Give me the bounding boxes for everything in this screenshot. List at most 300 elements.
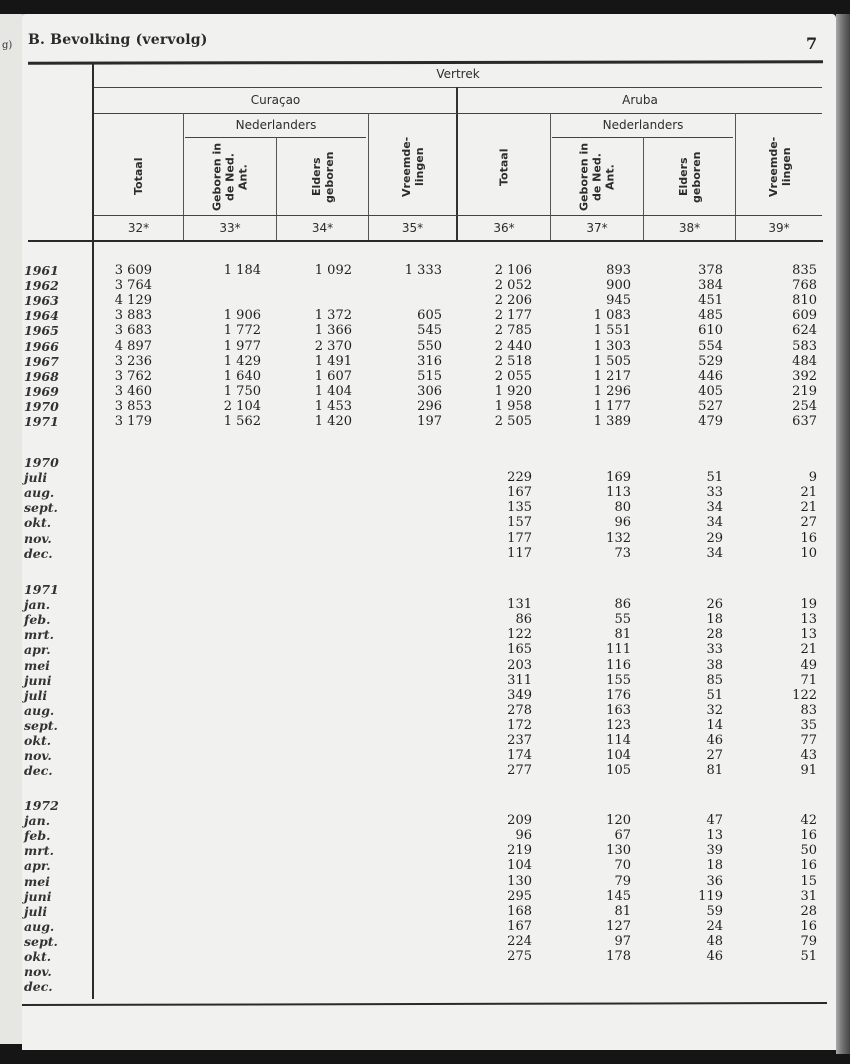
table-row bbox=[0, 546, 836, 561]
table-cell: 19 bbox=[800, 597, 817, 613]
row-label: dec. bbox=[24, 545, 53, 561]
table-cell: 167 bbox=[507, 918, 532, 934]
table-cell: 16 bbox=[800, 918, 817, 934]
table-row bbox=[0, 500, 836, 515]
table-cell: 27 bbox=[706, 748, 723, 764]
table-row bbox=[0, 627, 836, 642]
table-cell: 48 bbox=[706, 933, 723, 949]
table-cell: 1 977 bbox=[223, 338, 261, 354]
table-cell: 197 bbox=[417, 414, 442, 429]
table-cell: 4 897 bbox=[114, 338, 152, 354]
table-cell: 1 551 bbox=[593, 323, 631, 339]
section-title: B. Bevolking (vervolg) bbox=[28, 32, 208, 48]
row-label: juni bbox=[24, 888, 52, 904]
table-cell: 1 217 bbox=[593, 368, 631, 384]
table-cell: 21 bbox=[800, 500, 817, 516]
table-cell: 1 404 bbox=[314, 383, 352, 399]
col-header-curacao-vreemdelingen: Vreemde-lingen bbox=[400, 136, 426, 198]
table-cell: 637 bbox=[792, 414, 817, 429]
table-cell: 224 bbox=[507, 933, 532, 949]
row-label: mrt. bbox=[24, 627, 54, 643]
table-cell: 2 106 bbox=[494, 263, 532, 278]
table-cell: 34 bbox=[706, 500, 723, 516]
table-row bbox=[0, 858, 836, 873]
col-number: 33* bbox=[219, 221, 241, 235]
table-cell: 2 785 bbox=[494, 323, 532, 339]
col-header-aruba-geboren: Geboren in de Ned. Ant. bbox=[577, 142, 617, 212]
col-number: 37* bbox=[586, 221, 608, 235]
table-cell: 119 bbox=[698, 888, 723, 904]
col-header-curacao-elders: Elders geboren bbox=[310, 151, 336, 203]
table-row bbox=[0, 979, 836, 994]
table-cell: 3 179 bbox=[114, 414, 152, 429]
table-cell: 123 bbox=[606, 717, 631, 733]
table-cell: 81 bbox=[614, 903, 631, 919]
row-label: dec. bbox=[24, 763, 53, 779]
table-cell: 900 bbox=[606, 278, 631, 294]
table-cell: 479 bbox=[698, 414, 723, 429]
table-cell: 86 bbox=[515, 612, 532, 628]
header-subgroup-nederlanders-aruba: Nederlanders bbox=[602, 118, 684, 132]
table-row bbox=[0, 470, 836, 485]
row-label: nov. bbox=[24, 964, 52, 980]
row-label: 1967 bbox=[24, 353, 59, 369]
table-cell: 1 184 bbox=[223, 263, 261, 278]
header-line bbox=[94, 215, 822, 216]
table-cell: 1 389 bbox=[593, 414, 631, 429]
row-label: 1965 bbox=[24, 323, 59, 339]
header-subgroup-nederlanders-curacao: Nederlanders bbox=[235, 118, 317, 132]
row-label: dec. bbox=[24, 979, 53, 995]
table-cell: 104 bbox=[606, 748, 631, 764]
table-cell: 43 bbox=[800, 748, 817, 764]
table-cell: 545 bbox=[417, 323, 442, 339]
group-heading-row bbox=[0, 798, 836, 813]
table-cell: 157 bbox=[507, 515, 532, 531]
table-cell: 405 bbox=[698, 383, 723, 399]
table-cell: 1 303 bbox=[593, 338, 631, 354]
table-cell: 2 052 bbox=[494, 278, 532, 294]
table-cell: 73 bbox=[614, 545, 631, 561]
row-label: 1971 bbox=[24, 414, 59, 429]
table-cell: 768 bbox=[792, 278, 817, 294]
table-cell: 209 bbox=[507, 813, 532, 829]
table-cell: 1 333 bbox=[404, 263, 442, 278]
year-group-label: 1971 bbox=[24, 582, 59, 597]
page-number: 7 bbox=[806, 34, 818, 53]
table-row bbox=[0, 278, 836, 293]
table-cell: 1 750 bbox=[223, 383, 261, 399]
row-label: apr. bbox=[24, 858, 51, 874]
table-cell: 80 bbox=[614, 500, 631, 516]
table-cell: 83 bbox=[800, 702, 817, 718]
table-cell: 306 bbox=[417, 383, 442, 399]
table-cell: 515 bbox=[417, 368, 442, 384]
table-cell: 485 bbox=[698, 308, 723, 324]
table-cell: 4 129 bbox=[114, 293, 152, 309]
table-cell: 130 bbox=[606, 843, 631, 859]
table-cell: 3 764 bbox=[114, 278, 152, 294]
table-cell: 81 bbox=[706, 763, 723, 779]
table-cell: 47 bbox=[706, 813, 723, 829]
table-cell: 1 772 bbox=[223, 323, 261, 339]
table-cell: 178 bbox=[606, 949, 631, 964]
table-cell: 35 bbox=[800, 717, 817, 733]
table-cell: 1 906 bbox=[223, 308, 261, 324]
table-cell: 114 bbox=[606, 733, 631, 748]
table-cell: 176 bbox=[606, 687, 631, 703]
table-cell: 174 bbox=[507, 748, 532, 764]
year-group-label: 1970 bbox=[24, 455, 59, 470]
table-cell: 32 bbox=[706, 702, 723, 718]
header-vertrek: Vertrek bbox=[436, 67, 480, 81]
table-row bbox=[0, 597, 836, 612]
row-label: 1969 bbox=[24, 383, 59, 399]
table-cell: 2 055 bbox=[494, 368, 532, 384]
table-row bbox=[0, 515, 836, 530]
table-cell: 46 bbox=[706, 949, 723, 964]
table-cell: 122 bbox=[792, 687, 817, 703]
table-cell: 15 bbox=[800, 873, 817, 889]
table-row bbox=[0, 934, 836, 949]
table-cell: 71 bbox=[800, 672, 817, 688]
col-header-curacao-totaal: Totaal bbox=[132, 157, 145, 195]
table-cell: 2 440 bbox=[494, 338, 532, 354]
col-header-aruba-elders: Elders geboren bbox=[677, 151, 703, 203]
header-bottom-rule bbox=[28, 240, 823, 242]
table-cell: 1 177 bbox=[593, 398, 631, 414]
header-line bbox=[94, 87, 822, 88]
table-row bbox=[0, 308, 836, 323]
table-cell: 165 bbox=[507, 642, 532, 658]
table-cell: 33 bbox=[706, 485, 723, 501]
table-cell: 1 296 bbox=[593, 383, 631, 399]
table-cell: 117 bbox=[507, 545, 532, 561]
row-label: apr. bbox=[24, 642, 51, 658]
table-cell: 163 bbox=[606, 702, 631, 718]
table-cell: 893 bbox=[606, 263, 631, 278]
table-cell: 219 bbox=[792, 383, 817, 399]
table-cell: 21 bbox=[800, 485, 817, 501]
table-cell: 378 bbox=[698, 263, 723, 278]
table-cell: 316 bbox=[417, 353, 442, 369]
table-cell: 18 bbox=[706, 858, 723, 874]
table-cell: 13 bbox=[800, 612, 817, 628]
table-cell: 79 bbox=[614, 873, 631, 889]
table-cell: 29 bbox=[706, 530, 723, 546]
table-cell: 122 bbox=[507, 627, 532, 643]
table-cell: 277 bbox=[507, 763, 532, 779]
table-row bbox=[0, 612, 836, 627]
table-cell: 155 bbox=[606, 672, 631, 688]
table-row bbox=[0, 828, 836, 843]
table-cell: 609 bbox=[792, 308, 817, 324]
table-cell: 49 bbox=[800, 657, 817, 673]
table-cell: 96 bbox=[614, 515, 631, 531]
table-cell: 451 bbox=[698, 293, 723, 309]
table-cell: 527 bbox=[698, 398, 723, 414]
table-row bbox=[0, 843, 836, 858]
table-cell: 2 177 bbox=[494, 308, 532, 324]
table-cell: 2 370 bbox=[314, 338, 352, 354]
table-row bbox=[0, 339, 836, 354]
facing-page-fragment: g) bbox=[2, 40, 13, 51]
col-number: 35* bbox=[401, 221, 424, 235]
table-row bbox=[0, 323, 836, 338]
table-cell: 1 505 bbox=[593, 353, 631, 369]
table-cell: 1 562 bbox=[223, 414, 261, 429]
row-label: nov. bbox=[24, 748, 52, 764]
row-label: 1961 bbox=[24, 263, 59, 278]
table-cell: 51 bbox=[706, 687, 723, 703]
table-cell: 39 bbox=[706, 843, 723, 859]
table-cell: 24 bbox=[706, 918, 723, 934]
col-number: 36* bbox=[493, 221, 515, 235]
table-cell: 34 bbox=[706, 545, 723, 561]
row-label: juni bbox=[24, 672, 52, 688]
table-row bbox=[0, 531, 836, 546]
table-cell: 1 366 bbox=[314, 323, 352, 339]
row-label: mei bbox=[24, 657, 50, 673]
table-cell: 111 bbox=[606, 642, 631, 658]
table-cell: 130 bbox=[507, 873, 532, 889]
table-cell: 392 bbox=[792, 368, 817, 384]
table-cell: 42 bbox=[800, 813, 817, 829]
table-cell: 28 bbox=[706, 627, 723, 643]
row-label: mrt. bbox=[24, 843, 54, 859]
table-cell: 127 bbox=[606, 918, 631, 934]
table-cell: 446 bbox=[698, 368, 723, 384]
table-row bbox=[0, 384, 836, 399]
table-cell: 278 bbox=[507, 702, 532, 718]
row-label: 1964 bbox=[24, 308, 59, 324]
table-cell: 2 206 bbox=[494, 293, 532, 309]
table-cell: 116 bbox=[606, 657, 631, 673]
table-cell: 1 640 bbox=[223, 368, 261, 384]
table-cell: 1 083 bbox=[593, 308, 631, 324]
table-row bbox=[0, 703, 836, 718]
table-cell: 554 bbox=[698, 338, 723, 354]
table-cell: 97 bbox=[614, 933, 631, 949]
table-cell: 1 429 bbox=[223, 353, 261, 369]
table-row bbox=[0, 874, 836, 889]
table-cell: 3 683 bbox=[114, 323, 152, 339]
table-row bbox=[0, 414, 836, 429]
table-cell: 229 bbox=[507, 470, 532, 486]
row-label: 1963 bbox=[24, 293, 59, 309]
table-cell: 835 bbox=[792, 263, 817, 278]
table-cell: 1 372 bbox=[314, 308, 352, 324]
table-cell: 33 bbox=[706, 642, 723, 658]
table-cell: 113 bbox=[606, 485, 631, 501]
table-cell: 96 bbox=[515, 828, 532, 844]
table-cell: 1 491 bbox=[314, 353, 352, 369]
row-label: aug. bbox=[24, 485, 55, 501]
row-label: sept. bbox=[24, 717, 58, 733]
table-cell: 18 bbox=[706, 612, 723, 628]
table-cell: 605 bbox=[417, 308, 442, 324]
table-row bbox=[0, 718, 836, 733]
table-row bbox=[0, 485, 836, 500]
table-cell: 104 bbox=[507, 858, 532, 874]
table-cell: 36 bbox=[706, 873, 723, 889]
table-cell: 219 bbox=[507, 843, 532, 859]
table-row bbox=[0, 763, 836, 778]
table-cell: 21 bbox=[800, 642, 817, 658]
table-cell: 81 bbox=[614, 627, 631, 643]
table-cell: 311 bbox=[507, 672, 532, 688]
table-cell: 168 bbox=[507, 903, 532, 919]
row-label: mei bbox=[24, 873, 50, 889]
table-cell: 384 bbox=[698, 278, 723, 294]
table-cell: 26 bbox=[706, 597, 723, 613]
year-group-label: 1972 bbox=[24, 798, 59, 813]
table-cell: 79 bbox=[800, 933, 817, 949]
row-label: feb. bbox=[24, 828, 51, 844]
book-gutter bbox=[836, 14, 850, 1054]
table-cell: 135 bbox=[507, 500, 532, 516]
table-cell: 484 bbox=[792, 353, 817, 369]
table-cell: 583 bbox=[792, 338, 817, 354]
table-cell: 1 958 bbox=[494, 398, 532, 414]
table-cell: 945 bbox=[606, 293, 631, 309]
row-label: juli bbox=[24, 903, 48, 919]
row-label: aug. bbox=[24, 918, 55, 934]
table-row bbox=[0, 369, 836, 384]
table-cell: 1 453 bbox=[314, 398, 352, 414]
table-row bbox=[0, 688, 836, 703]
table-cell: 275 bbox=[507, 949, 532, 964]
row-label: juli bbox=[24, 687, 48, 703]
table-cell: 296 bbox=[417, 398, 442, 414]
table-cell: 1 420 bbox=[314, 414, 352, 429]
col-header-aruba-totaal: Totaal bbox=[497, 148, 511, 186]
table-cell: 132 bbox=[606, 530, 631, 546]
row-label: okt. bbox=[24, 949, 52, 964]
table-cell: 131 bbox=[507, 597, 532, 613]
table-cell: 27 bbox=[800, 515, 817, 531]
table-cell: 38 bbox=[706, 657, 723, 673]
table-cell: 55 bbox=[614, 612, 631, 628]
table-row bbox=[0, 354, 836, 369]
header-group-aruba: Aruba bbox=[622, 93, 658, 107]
table-row bbox=[0, 673, 836, 688]
table-cell: 169 bbox=[606, 470, 631, 486]
table-cell: 3 236 bbox=[114, 353, 152, 369]
table-cell: 2 518 bbox=[494, 353, 532, 369]
header-group-curacao: Curaçao bbox=[250, 93, 301, 107]
row-label: 1962 bbox=[24, 278, 59, 294]
table-cell: 167 bbox=[507, 485, 532, 501]
table-row bbox=[0, 748, 836, 763]
table-cell: 177 bbox=[507, 530, 532, 546]
table-cell: 3 853 bbox=[114, 398, 152, 414]
table-cell: 550 bbox=[417, 338, 442, 354]
table-cell: 2 505 bbox=[494, 414, 532, 429]
table-cell: 10 bbox=[800, 545, 817, 561]
table-row bbox=[0, 263, 836, 278]
group-heading-row bbox=[0, 455, 836, 470]
table-cell: 624 bbox=[792, 323, 817, 339]
row-label: sept. bbox=[24, 500, 58, 516]
table-row bbox=[0, 949, 836, 964]
table-row bbox=[0, 919, 836, 934]
table-cell: 237 bbox=[507, 733, 532, 748]
row-label: feb. bbox=[24, 612, 51, 628]
table-cell: 46 bbox=[706, 733, 723, 748]
row-label: 1966 bbox=[24, 338, 59, 354]
table-row bbox=[0, 813, 836, 828]
table-cell: 13 bbox=[800, 627, 817, 643]
table-cell: 13 bbox=[706, 828, 723, 844]
row-label: sept. bbox=[24, 933, 58, 949]
row-label: nov. bbox=[24, 530, 52, 546]
table-cell: 9 bbox=[808, 470, 817, 486]
table-cell: 59 bbox=[706, 903, 723, 919]
col-number: 38* bbox=[678, 221, 701, 235]
table-cell: 51 bbox=[800, 949, 817, 964]
table-cell: 70 bbox=[614, 858, 631, 874]
row-label: okt. bbox=[24, 733, 52, 748]
table-cell: 1 920 bbox=[494, 383, 532, 399]
table-cell: 91 bbox=[800, 763, 817, 779]
table-row bbox=[0, 399, 836, 414]
table-cell: 16 bbox=[800, 530, 817, 546]
row-label: jan. bbox=[24, 597, 51, 613]
table-cell: 203 bbox=[507, 657, 532, 673]
row-label: 1968 bbox=[24, 368, 59, 384]
table-row bbox=[0, 964, 836, 979]
table-cell: 120 bbox=[606, 813, 631, 829]
table-row bbox=[0, 642, 836, 657]
table-cell: 2 104 bbox=[223, 398, 261, 414]
table-cell: 172 bbox=[507, 717, 532, 733]
row-label: aug. bbox=[24, 702, 55, 718]
table-row bbox=[0, 658, 836, 673]
col-header-aruba-vreemdelingen: Vreemde-lingen bbox=[767, 136, 793, 198]
row-label: okt. bbox=[24, 515, 52, 531]
row-label: jan. bbox=[24, 813, 51, 829]
table-cell: 3 460 bbox=[114, 383, 152, 399]
table-cell: 810 bbox=[792, 293, 817, 309]
table-cell: 1 092 bbox=[314, 263, 352, 278]
table-cell: 77 bbox=[800, 733, 817, 748]
col-header-curacao-geboren: Geboren in de Ned. Ant. bbox=[210, 142, 250, 212]
table-cell: 67 bbox=[614, 828, 631, 844]
table-cell: 254 bbox=[792, 398, 817, 414]
table-row bbox=[0, 904, 836, 919]
table-cell: 3 883 bbox=[114, 308, 152, 324]
table-cell: 610 bbox=[698, 323, 723, 339]
table-cell: 145 bbox=[606, 888, 631, 904]
table-cell: 3 762 bbox=[114, 368, 152, 384]
table-cell: 14 bbox=[706, 717, 723, 733]
table-cell: 295 bbox=[507, 888, 532, 904]
col-number: 34* bbox=[311, 221, 334, 235]
col-number: 32* bbox=[127, 221, 150, 235]
table-cell: 28 bbox=[800, 903, 817, 919]
row-label: juli bbox=[24, 470, 48, 486]
table-cell: 86 bbox=[614, 597, 631, 613]
table-cell: 16 bbox=[800, 858, 817, 874]
table-row bbox=[0, 293, 836, 308]
row-label: 1970 bbox=[24, 398, 59, 414]
table-cell: 34 bbox=[706, 515, 723, 531]
col-number: 39* bbox=[768, 221, 790, 235]
table-cell: 16 bbox=[800, 828, 817, 844]
table-cell: 529 bbox=[698, 353, 723, 369]
table-cell: 50 bbox=[800, 843, 817, 859]
